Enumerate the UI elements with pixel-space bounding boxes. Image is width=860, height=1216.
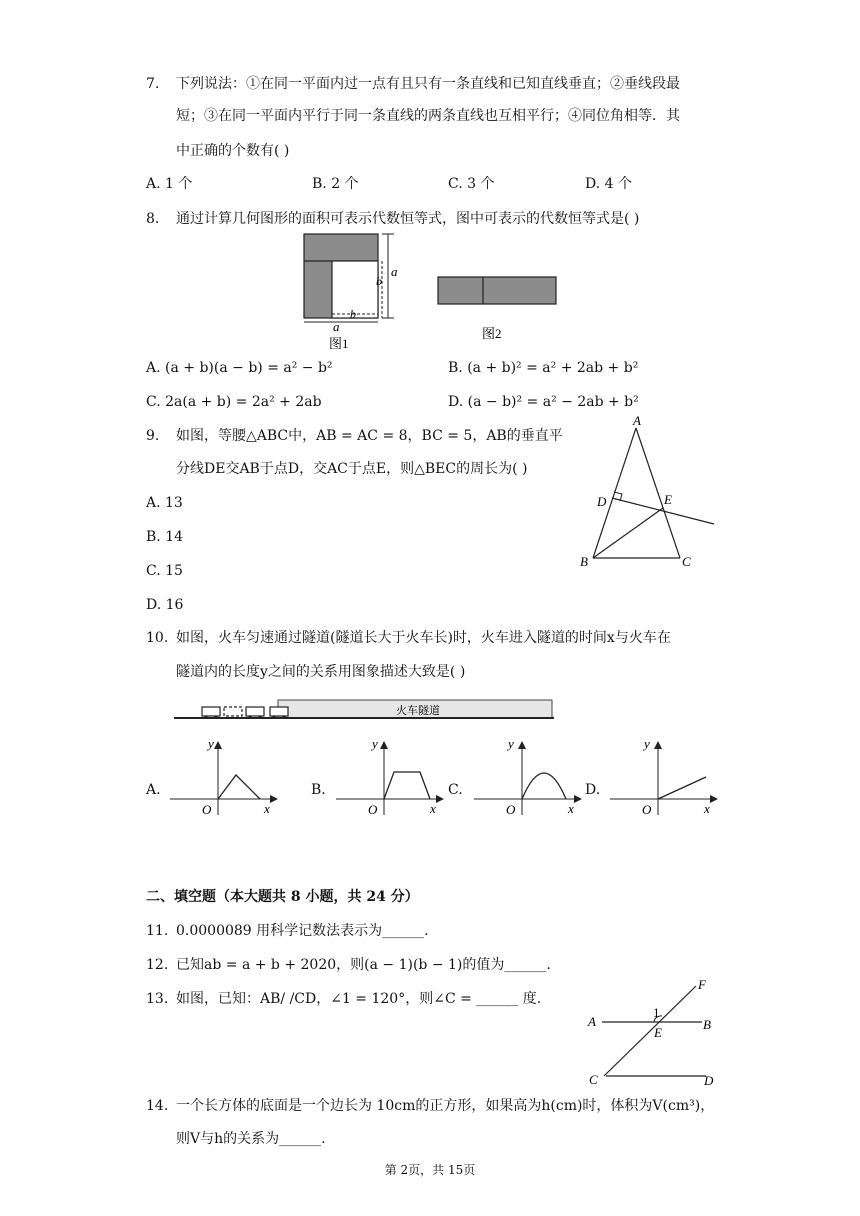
q9-triangle-figure (576, 412, 720, 572)
q8-option-a (146, 358, 333, 378)
q9-number: 9. (146, 428, 160, 444)
q13-label-f: F (698, 977, 706, 992)
q13-number: 13. (146, 991, 169, 1007)
q8-figure (296, 228, 576, 354)
q8-number: 8. (146, 211, 160, 227)
graph-d-o: O (642, 802, 652, 817)
q10-option-a: A. (146, 782, 161, 798)
graph-b-y: y (372, 736, 378, 751)
q9-label-a: A (633, 413, 641, 428)
q8-option-a-text: A. (a + b)(a − b) = a² − b² (146, 360, 333, 376)
q8-option-c-text: C. 2a(a + b) = 2a² + 2ab (146, 394, 322, 410)
fig1-label-a-right: a (391, 264, 398, 279)
q13-label-b: B (703, 1017, 711, 1032)
q13-parallel-lines-figure (584, 974, 724, 1090)
graph-a-o: O (202, 802, 212, 817)
q9-line2: 分线DE交AB于点D，交AC于点E，则△BEC的周长为( ) (176, 461, 528, 477)
graph-c-o: O (506, 802, 516, 817)
q13-label-1: 1 (653, 1005, 660, 1020)
q10-line2: 隧道内的长度y之间的关系用图象描述大致是( ) (176, 664, 466, 680)
q7-option-a: A. 1 个 (146, 176, 193, 192)
graph-d-y: y (644, 736, 650, 751)
graph-a-y: y (208, 736, 214, 751)
q13-label-c: C (589, 1072, 598, 1087)
q7-option-c: C. 3 个 (448, 176, 495, 192)
q12-number: 12. (146, 957, 169, 973)
graph-a-x: x (264, 801, 270, 816)
graph-c-y: y (508, 736, 514, 751)
page-footer: 第 2页，共 15页 (384, 1163, 476, 1177)
q7-line3: 中正确的个数有( ) (176, 143, 290, 159)
fig1-caption: 图1 (329, 336, 349, 351)
fig1-label-b-bottom: b (350, 307, 356, 321)
q13-label-a: A (588, 1014, 596, 1029)
q8-option-c (146, 392, 322, 412)
q11-number: 11. (146, 923, 169, 939)
q10-option-d: D. (585, 782, 601, 798)
q7-number: 7. (146, 76, 160, 92)
q10-option-c: C. (448, 782, 463, 798)
section2-title: 二、填空题（本大题共 8 小题，共 24 分） (146, 889, 419, 905)
q13-label-e: E (654, 1025, 662, 1040)
q11-text: 0.0000089 用科学记数法表示为______. (176, 923, 429, 939)
q13-text: 如图，已知：AB/ /CD，∠1 = 120°，则∠C = ______ 度. (176, 991, 542, 1007)
q14-line2: 则V与h的关系为______. (176, 1131, 326, 1147)
q9-line1: 如图，等腰△ABC中，AB = AC = 8，BC = 5，AB的垂直平 (176, 428, 563, 444)
q10-graph-c (470, 735, 586, 819)
q7-line2: 短；③在同一平面内平行于同一条直线的两条直线也互相平行；④同位角相等．其 (176, 108, 680, 124)
q8-option-d (448, 392, 639, 412)
fig2-caption: 图2 (482, 326, 502, 341)
q14-number: 14. (146, 1098, 169, 1114)
q9-option-b: B. 14 (146, 529, 184, 545)
fig1-label-a-bottom: a (333, 319, 340, 334)
q8-option-b (448, 358, 638, 378)
q10-train-tunnel-figure (174, 694, 558, 724)
graph-d-x: x (704, 801, 710, 816)
q9-label-b: B (580, 554, 588, 569)
q9-label-d: D (597, 494, 607, 509)
q7-option-b: B. 2 个 (312, 176, 359, 192)
q9-option-d: D. 16 (146, 597, 184, 613)
q9-label-c: C (682, 554, 691, 569)
q10-line1: 如图，火车匀速通过隧道(隧道长大于火车长)时，火车进入隧道的时间x与火车在 (176, 630, 671, 646)
q8-option-b-text: B. (a + b)² = a² + 2ab + b² (448, 360, 639, 376)
graph-c-x: x (568, 801, 574, 816)
q12-text: 已知ab = a + b + 2020，则(a − 1)(b − 1)的值为______. (176, 957, 551, 973)
q13-label-d: D (704, 1073, 714, 1088)
q10-option-b: B. (311, 782, 326, 798)
tunnel-label: 火车隧道 (396, 705, 440, 717)
q7-option-d: D. 4 个 (585, 176, 632, 192)
q8-option-d-text: D. (a − b)² = a² − 2ab + b² (448, 394, 639, 410)
q10-number: 10. (146, 630, 169, 646)
graph-b-o: O (368, 802, 378, 817)
q8-text: 通过计算几何图形的面积可表示代数恒等式，图中可表示的代数恒等式是( ) (176, 211, 640, 227)
fig1-label-b-right: b (376, 274, 382, 288)
q14-line1: 一个长方体的底面是一个边长为 10cm的正方形，如果高为h(cm)时，体积为V(cm³)， (176, 1098, 715, 1114)
q10-graph-b (332, 735, 448, 819)
graph-b-x: x (430, 801, 436, 816)
q7-line1: 下列说法：①在同一平面内过一点有且只有一条直线和已知直线垂直；②垂线段最 (176, 76, 680, 92)
q9-label-e: E (664, 492, 672, 507)
q10-graph-a (166, 735, 282, 819)
q9-option-c: C. 15 (146, 563, 183, 579)
q10-graph-d (606, 735, 722, 819)
q9-option-a: A. 13 (146, 495, 183, 511)
